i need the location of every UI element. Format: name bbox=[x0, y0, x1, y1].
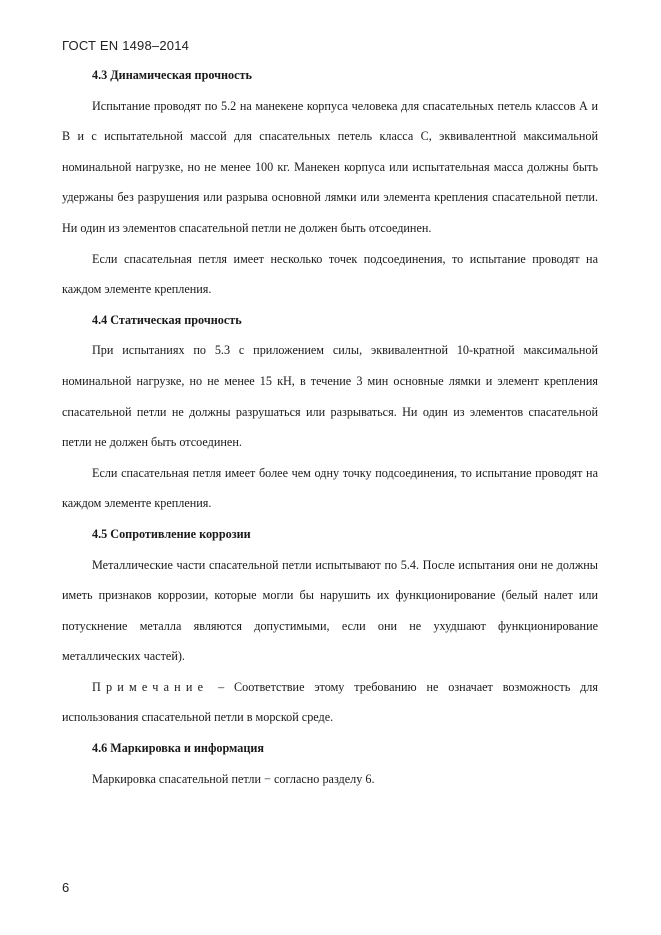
paragraph: Маркировка спасательной петли − согласно разделу 6. bbox=[92, 771, 375, 786]
paragraph: При испытаниях по 5.3 с приложением силы, эквивалентной 10-кратной максимальной номинальной нагрузке, но не менее 15 кН, в течение 3 мин основные лямки и элемент крепления спасательной петли не должны разрушаться или разрываться. Ни один из элементов спасательной петли не должен быть отсоединен. bbox=[62, 343, 598, 450]
note-text: – Соответствие этому требованию не означает возможность для использования спасательной петли в морской среде. bbox=[62, 679, 598, 725]
document-body bbox=[62, 60, 598, 794]
paragraph: Металлические части спасательной петли испытывают по 5.4. После испытания они не должны иметь признаков коррозии, которые могли бы нарушить их функционирование (белый налет или потускнение металла являются допустимыми, если они не ухудшают функционирование металлических частей). bbox=[62, 557, 598, 664]
paragraph: Испытание проводят по 5.2 на манекене корпуса человека для спасательных петель классов А и В и с испытательной массой для спасательных петель класса С, эквивалентной максимальной номинальной нагрузке, но не менее 100 кг. Манекен корпуса или испытательная масса должны быть удержаны без разрушения или разрыва основной лямки или элемента крепления спасательной петли. Ни один из элементов спасательной петли не должен быть отсоединен. bbox=[62, 98, 598, 235]
section-heading: 4.3 Динамическая прочность bbox=[92, 68, 252, 82]
paragraph: Если спасательная петля имеет несколько точек подсоединения, то испытание проводят на каждом элементе крепления. bbox=[62, 251, 598, 297]
section-heading: 4.4 Статическая прочность bbox=[92, 312, 242, 327]
page-number: 6 bbox=[62, 880, 70, 895]
document-header: ГОСТ EN 1498–2014 bbox=[62, 38, 190, 53]
paragraph: Если спасательная петля имеет более чем одну точку подсоединения, то испытание проводят на каждом элементе крепления. bbox=[62, 465, 598, 511]
section-heading: 4.5 Сопротивление коррозии bbox=[92, 526, 251, 541]
note-label: Примечание bbox=[92, 679, 209, 694]
note-paragraph bbox=[62, 672, 598, 733]
section-heading: 4.6 Маркировка и информация bbox=[92, 741, 265, 756]
